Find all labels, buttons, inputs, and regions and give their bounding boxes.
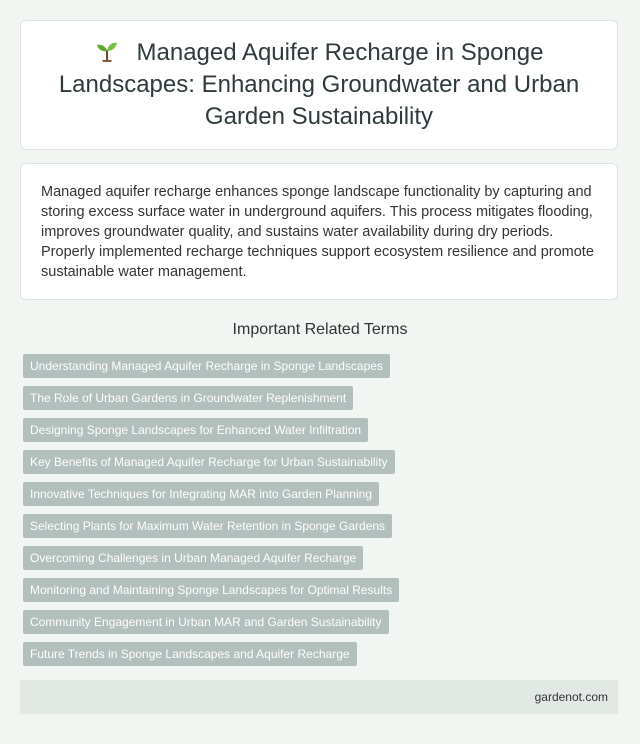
summary-text: Managed aquifer recharge enhances sponge landscape functionality by capturing and storing excess surface water in underground aquifers. This process mitigates flooding, improves groundwater quality, and sustains water availability during dry periods. Properly implemented recharge techniques support ecosystem resilience and promote sustainable water management. xyxy=(41,184,594,280)
term-tag[interactable]: Selecting Plants for Maximum Water Retention in Sponge Gardens xyxy=(23,514,392,538)
footer xyxy=(20,680,618,714)
summary-card xyxy=(20,163,618,300)
footer-site-link[interactable]: gardenot.com xyxy=(534,690,608,704)
page-title xyxy=(51,37,587,133)
list-item xyxy=(23,610,399,642)
term-tag[interactable]: Monitoring and Maintaining Sponge Landscapes for Optimal Results xyxy=(23,578,399,602)
term-tag[interactable]: The Role of Urban Gardens in Groundwater Replenishment xyxy=(23,386,353,410)
list-item xyxy=(23,514,399,546)
list-item xyxy=(23,418,399,450)
related-terms-heading: Important Related Terms xyxy=(232,321,408,338)
list-item xyxy=(23,450,399,482)
term-tag[interactable]: Future Trends in Sponge Landscapes and Aquifer Recharge xyxy=(23,642,357,666)
list-item xyxy=(23,642,399,674)
title-card xyxy=(20,20,618,150)
term-tag[interactable]: Overcoming Challenges in Urban Managed Aquifer Recharge xyxy=(23,546,363,570)
term-tag[interactable]: Key Benefits of Managed Aquifer Recharge for Urban Sustainability xyxy=(23,450,395,474)
list-item xyxy=(23,578,399,610)
list-item xyxy=(23,546,399,578)
page-title-text: Managed Aquifer Recharge in Sponge Landscapes: Enhancing Groundwater and Urban Garden Sustainability xyxy=(58,39,580,130)
term-tag[interactable]: Designing Sponge Landscapes for Enhanced Water Infiltration xyxy=(23,418,368,442)
term-tag[interactable]: Understanding Managed Aquifer Recharge in Sponge Landscapes xyxy=(23,354,390,378)
term-tag[interactable]: Community Engagement in Urban MAR and Garden Sustainability xyxy=(23,610,389,634)
term-tag[interactable]: Innovative Techniques for Integrating MAR into Garden Planning xyxy=(23,482,379,506)
list-item xyxy=(23,354,399,386)
related-terms-list xyxy=(23,354,399,674)
list-item xyxy=(23,482,399,514)
list-item xyxy=(23,386,399,418)
seedling-icon xyxy=(95,39,119,63)
